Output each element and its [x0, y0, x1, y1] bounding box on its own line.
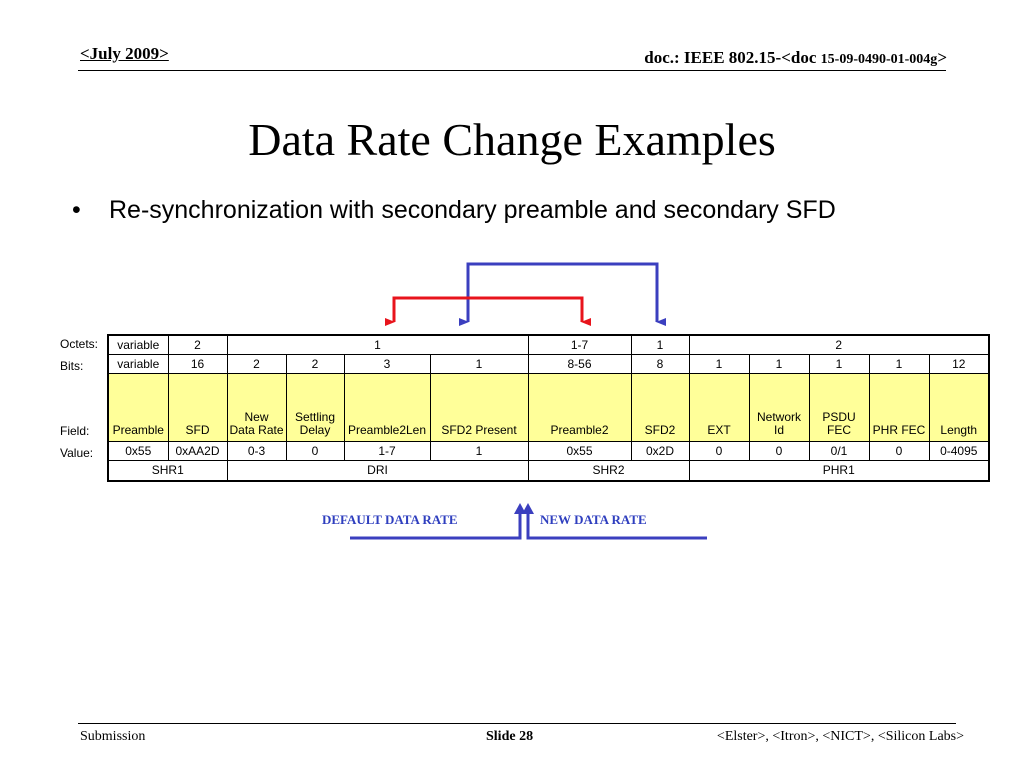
value-cell: 0x55 — [528, 442, 631, 461]
value-cell: 1 — [430, 442, 528, 461]
bits-cell: 16 — [168, 355, 227, 374]
value-cell: 0xAA2D — [168, 442, 227, 461]
new-rate-arrowhead — [522, 503, 534, 514]
octets-cell: 1 — [631, 335, 689, 355]
bits-cell: 8 — [631, 355, 689, 374]
field-text: Settling — [294, 410, 336, 424]
field-cell-psdu-fec — [809, 374, 869, 442]
value-row — [108, 442, 989, 461]
field-row — [108, 374, 989, 442]
new-data-rate-label: NEW DATA RATE — [540, 512, 647, 527]
bits-cell: 2 — [286, 355, 344, 374]
bits-cell: 1 — [689, 355, 749, 374]
field-cell-length — [929, 374, 989, 442]
value-cell: 0 — [689, 442, 749, 461]
value-cell: 0x2D — [631, 442, 689, 461]
bits-row — [108, 355, 989, 374]
octets-cell: 2 — [689, 335, 989, 355]
value-cell: 0 — [869, 442, 929, 461]
field-cell-phr-fec — [869, 374, 929, 442]
field-cell-sfd — [168, 374, 227, 442]
footer-rule — [78, 723, 956, 724]
blue-arrow-bracket — [468, 264, 657, 322]
value-cell: 0-3 — [227, 442, 286, 461]
field-text: Preamble2 — [550, 423, 609, 437]
value-cell: 0x55 — [108, 442, 168, 461]
value-cell: 0 — [749, 442, 809, 461]
row-label-value: Value: — [60, 446, 94, 460]
bits-cell: variable — [108, 355, 168, 374]
field-text: Preamble2Len — [347, 423, 427, 437]
field-text: SFD2 — [644, 423, 676, 437]
octets-cell: 1-7 — [528, 335, 631, 355]
value-cell: 0-4095 — [929, 442, 989, 461]
red-arrow-bracket — [394, 298, 582, 322]
doc-suffix: > — [937, 48, 947, 67]
field-text: FEC — [827, 423, 851, 437]
row-label-octets: Octets: — [60, 337, 99, 351]
field-text: Id — [773, 423, 784, 437]
doc-prefix: doc.: IEEE 802.15-<doc — [644, 48, 821, 67]
octets-cell: 2 — [168, 335, 227, 355]
bullet-text: Re-synchronization with secondary preamble and secondary SFD — [109, 196, 836, 224]
bullet-marker: • — [72, 196, 81, 224]
octets-cell: 1 — [227, 335, 528, 355]
field-text: Network — [756, 410, 801, 424]
doc-number: 15-09-0490-01-004g — [820, 52, 938, 67]
field-text: PSDU — [822, 410, 856, 424]
field-cell-preamble2 — [528, 374, 631, 442]
field-cell-network-id — [749, 374, 809, 442]
footer-submission: Submission — [80, 729, 146, 744]
group-cell-shr1: SHR1 — [108, 461, 227, 482]
field-text: New — [244, 410, 269, 424]
footer-authors: <Elster>, <Itron>, <NICT>, <Silicon Labs> — [716, 729, 964, 744]
bits-cell: 1 — [869, 355, 929, 374]
row-label-bits: Bits: — [60, 359, 84, 373]
field-text: Delay — [299, 423, 331, 437]
bits-cell: 1 — [430, 355, 528, 374]
footer-slide-number: Slide 28 — [486, 729, 534, 744]
value-cell: 0/1 — [809, 442, 869, 461]
frame-format-table — [107, 334, 990, 482]
bits-cell: 3 — [344, 355, 430, 374]
field-cell-preamble — [108, 374, 168, 442]
bits-cell: 8-56 — [528, 355, 631, 374]
field-text: SFD — [185, 423, 210, 437]
field-cell-ext — [689, 374, 749, 442]
field-text: EXT — [707, 423, 731, 437]
field-cell-sfd2 — [631, 374, 689, 442]
value-cell: 1-7 — [344, 442, 430, 461]
field-text: Data Rate — [229, 423, 284, 437]
field-text: SFD2 Present — [441, 423, 517, 437]
field-cell-new-data-rate — [227, 374, 286, 442]
header-date: <July 2009> — [80, 44, 169, 63]
group-cell-phr1: PHR1 — [689, 461, 989, 482]
bits-cell: 1 — [749, 355, 809, 374]
field-text: Length — [940, 423, 978, 437]
default-data-rate-label: DEFAULT DATA RATE — [322, 512, 458, 527]
group-cell-shr2: SHR2 — [528, 461, 689, 482]
group-cell-dri: DRI — [227, 461, 528, 482]
value-cell: 0 — [286, 442, 344, 461]
octets-row — [108, 335, 989, 355]
field-text: Preamble — [112, 423, 164, 437]
field-cell-settling-delay — [286, 374, 344, 442]
row-label-field: Field: — [60, 424, 90, 438]
octets-cell: variable — [108, 335, 168, 355]
field-cell-sfd2-present — [430, 374, 528, 442]
bits-cell: 2 — [227, 355, 286, 374]
bits-cell: 12 — [929, 355, 989, 374]
field-cell-preamble2len — [344, 374, 430, 442]
bits-cell: 1 — [809, 355, 869, 374]
group-row — [108, 461, 989, 482]
field-text: PHR FEC — [872, 423, 926, 437]
slide-title: Data Rate Change Examples — [248, 114, 776, 165]
